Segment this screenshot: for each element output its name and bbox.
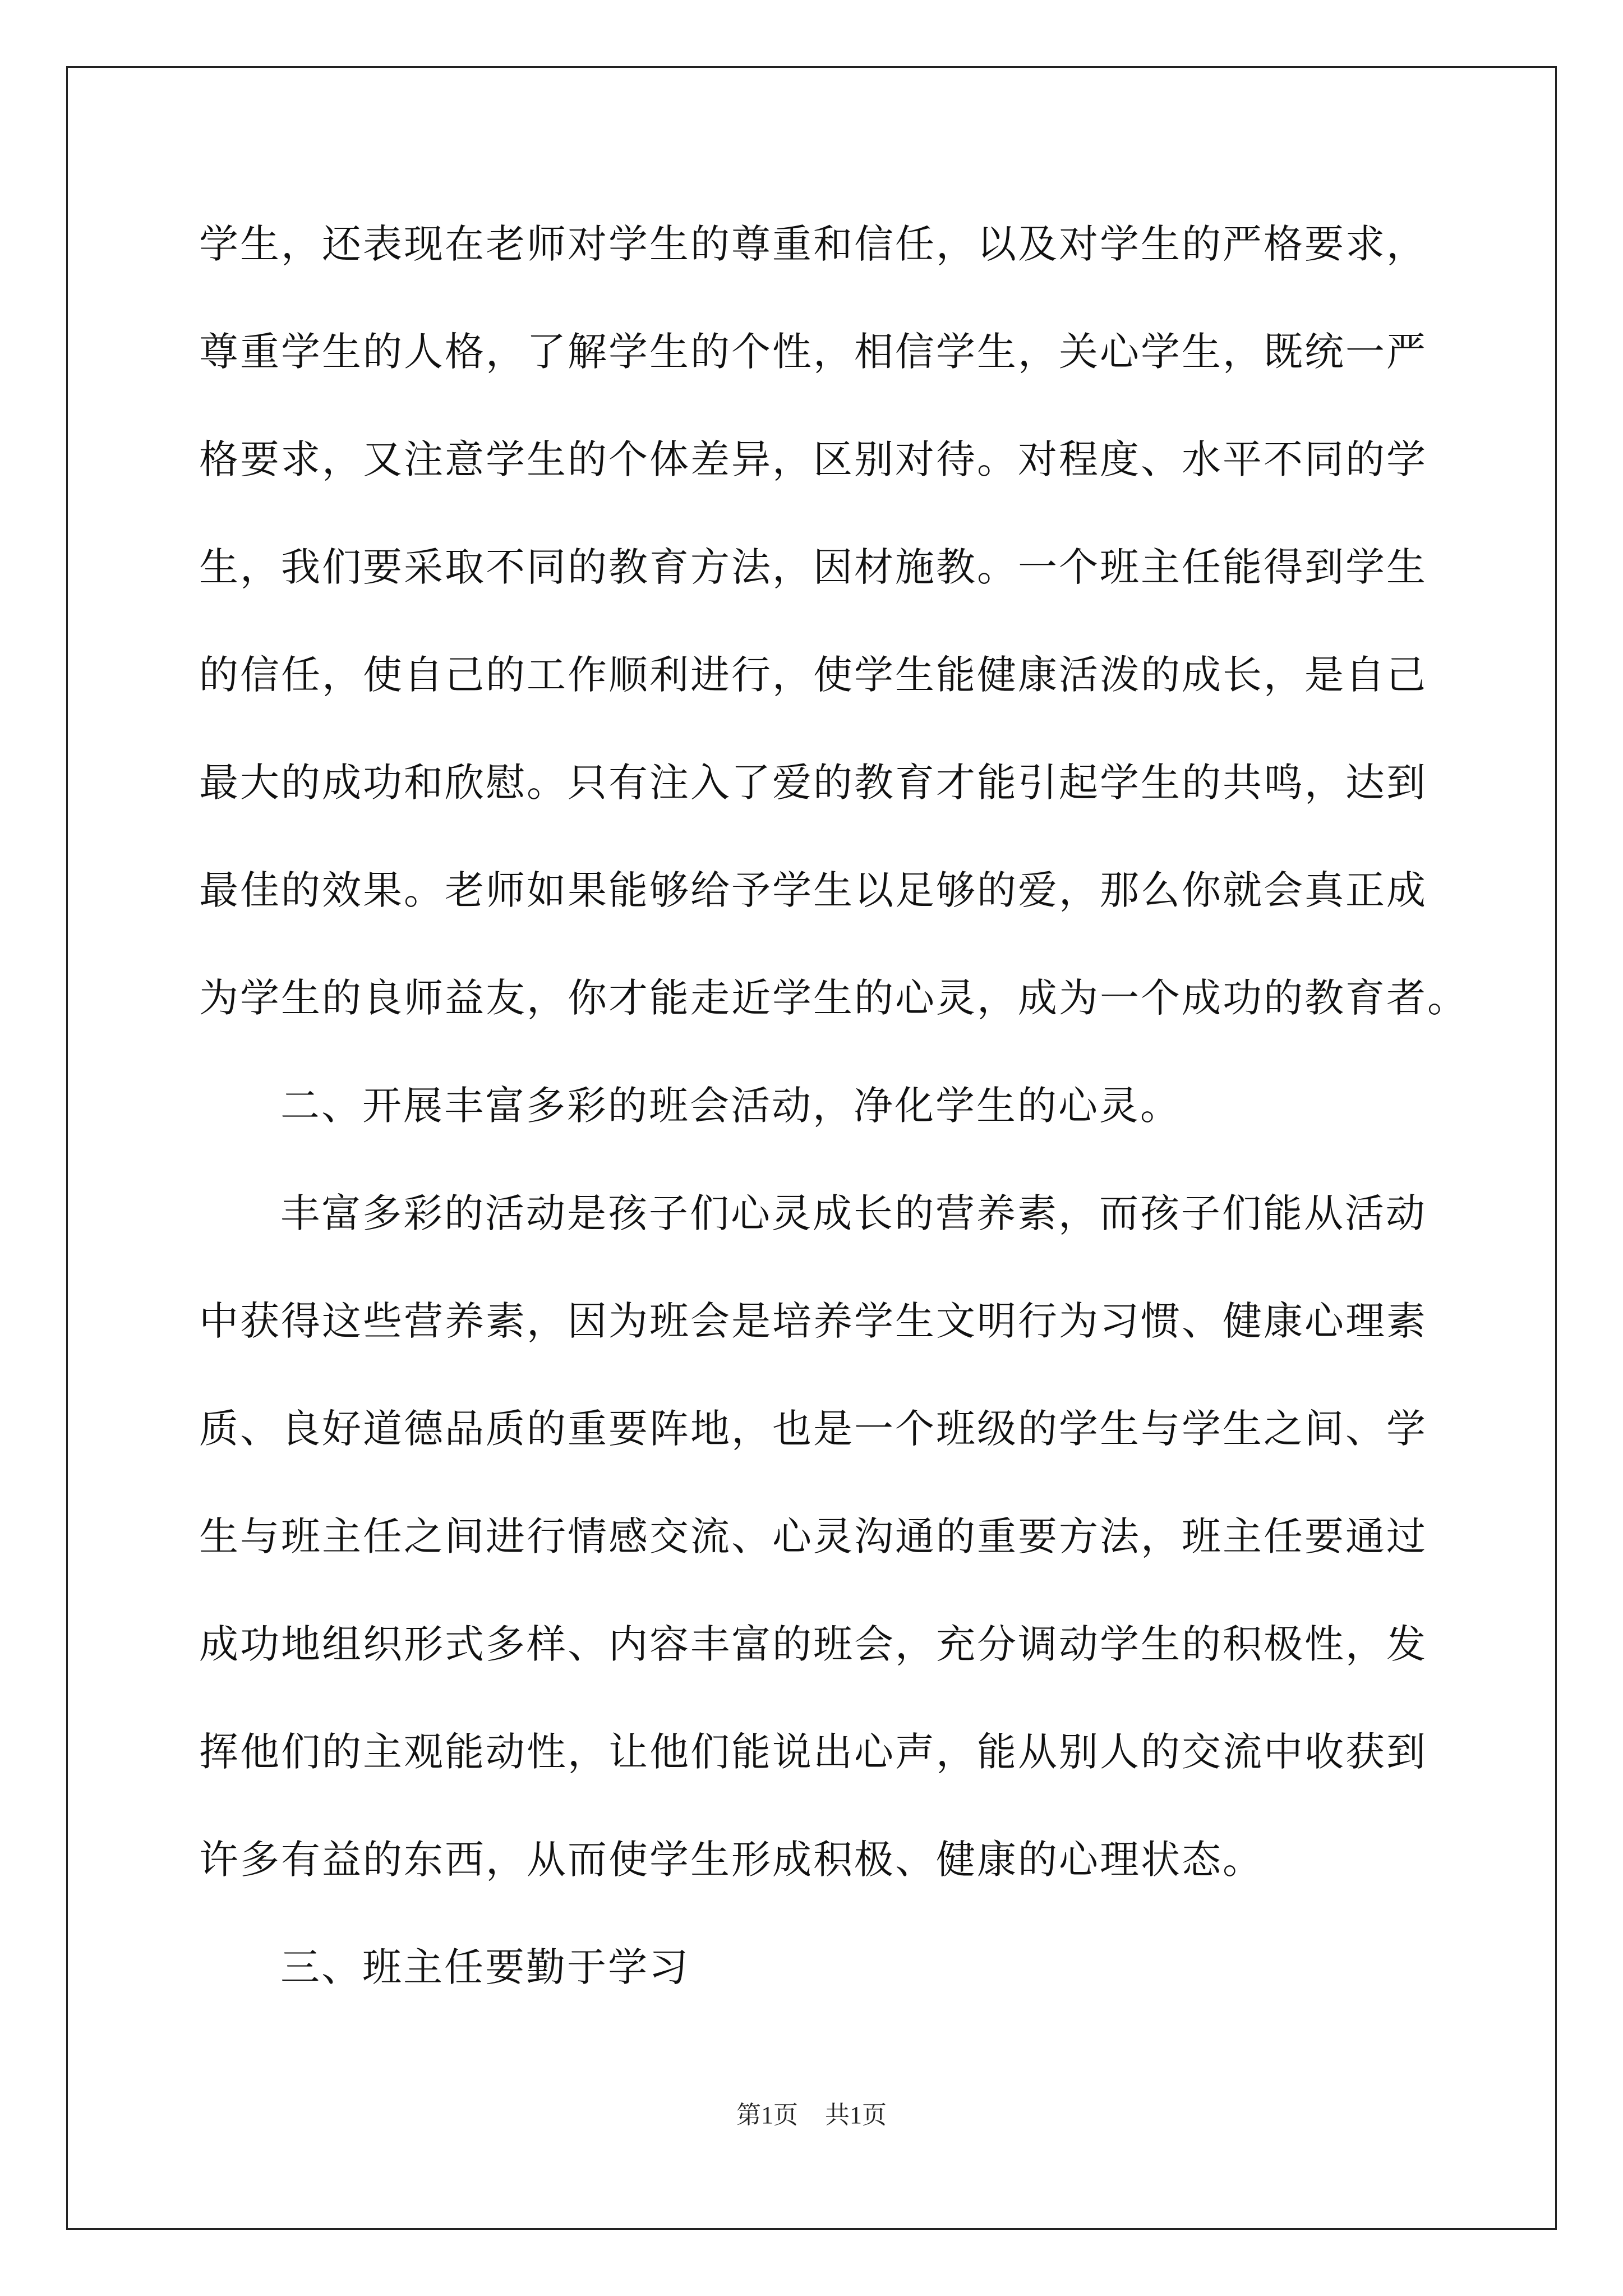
paragraph-line: 丰富多彩的活动是孩子们心灵成长的营养素，而孩子们能从活动 bbox=[280, 1190, 1427, 1236]
page-number: 第1页 bbox=[736, 2101, 798, 2129]
paragraph-line: 的信任，使自己的工作顺利进行，使学生能健康活泼的成长，是自己 bbox=[199, 652, 1427, 698]
page-footer bbox=[0, 2101, 1623, 2130]
paragraph-line: 挥他们的主观能动性，让他们能说出心声，能从别人的交流中收获到 bbox=[199, 1729, 1427, 1775]
paragraph-line: 生，我们要采取不同的教育方法，因材施教。一个班主任能得到学生 bbox=[199, 544, 1427, 590]
paragraph-line: 为学生的良师益友，你才能走近学生的心灵，成为一个成功的教育者。 bbox=[199, 975, 1468, 1021]
section-heading: 二、开展丰富多彩的班会活动，净化学生的心灵。 bbox=[280, 1083, 1181, 1129]
paragraph-line: 最佳的效果。老师如果能够给予学生以足够的爱，那么你就会真正成 bbox=[199, 867, 1427, 913]
paragraph-line: 中获得这些营养素，因为班会是培养学生文明行为习惯、健康心理素 bbox=[199, 1298, 1427, 1344]
paragraph-line: 格要求，又注意学生的个体差异，区别对待。对程度、水平不同的学 bbox=[199, 436, 1427, 482]
paragraph-line: 成功地组织形式多样、内容丰富的班会，充分调动学生的积极性，发 bbox=[199, 1621, 1427, 1667]
paragraph-line: 尊重学生的人格，了解学生的个性，相信学生，关心学生，既统一严 bbox=[199, 329, 1427, 375]
page-border bbox=[66, 66, 1557, 2230]
paragraph-line: 许多有益的东西，从而使学生形成积极、健康的心理状态。 bbox=[199, 1837, 1264, 1883]
paragraph-line: 质、良好道德品质的重要阵地，也是一个班级的学生与学生之间、学 bbox=[199, 1406, 1427, 1452]
paragraph-line: 最大的成功和欣慰。只有注入了爱的教育才能引起学生的共鸣，达到 bbox=[199, 760, 1427, 806]
section-heading: 三、班主任要勤于学习 bbox=[280, 1944, 690, 1990]
paragraph-line: 生与班主任之间进行情感交流、心灵沟通的重要方法，班主任要通过 bbox=[199, 1513, 1427, 1559]
paragraph-line: 学生，还表现在老师对学生的尊重和信任，以及对学生的严格要求， bbox=[199, 221, 1427, 267]
page-total: 共1页 bbox=[825, 2101, 887, 2129]
